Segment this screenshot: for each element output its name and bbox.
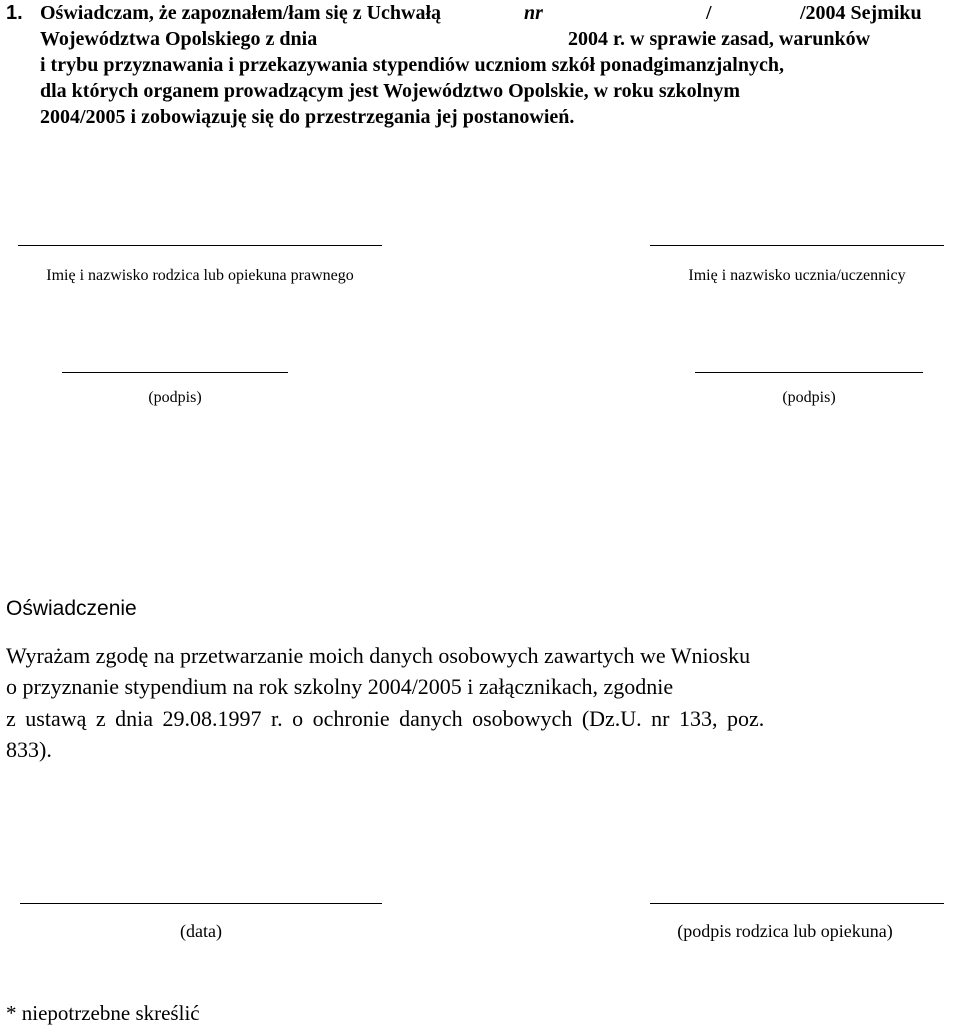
date-line[interactable] (20, 903, 382, 904)
statement-heading: Oświadczenie (6, 597, 137, 620)
student-name-label: Imię i nazwisko ucznia/uczennicy (688, 267, 906, 284)
parent-signature-line[interactable] (62, 372, 288, 373)
item-number: 1. (6, 2, 23, 24)
declaration-line-2 (40, 26, 317, 52)
declaration-line-3: i trybu przyznawania i przekazywania stypendiów uczniom szkół ponadgimanzjalnych, (40, 54, 784, 76)
resolution-year: /2004 Sejmiku (800, 2, 922, 24)
declaration-line-1 (40, 0, 441, 26)
statement-line-4: 833). (6, 737, 52, 762)
student-name-line[interactable] (650, 245, 944, 246)
parent-name-line[interactable] (18, 245, 382, 246)
statement-line-3: z ustawą z dnia 29.08.1997 r. o ochronie danych osobowych (Dz.U. nr 133, poz. (6, 706, 765, 731)
declaration-text: Województwa Opolskiego z dnia (40, 28, 318, 50)
student-signature-label: (podpis) (782, 389, 836, 406)
date-label: (data) (180, 921, 222, 941)
student-signature-line[interactable] (695, 372, 923, 373)
declaration-text: Oświadczam, że zapoznałem/łam się z Uchwałą (40, 2, 442, 24)
statement-line-1: Wyrażam zgodę na przetwarzanie moich danych osobowych zawartych we Wniosku (6, 643, 751, 668)
parent-signature-label: (podpis) (148, 389, 202, 406)
resolution-nr-label: nr (524, 2, 543, 24)
parent-consent-signature-label: (podpis rodzica lub opiekuna) (677, 921, 893, 941)
statement-line-2: o przyznanie stypendium na rok szkolny 2004/2005 i załącznikach, zgodnie (6, 674, 674, 699)
footnote: * niepotrzebne skreślić (6, 1001, 200, 1025)
declaration-line-4: dla których organem prowadzącym jest Województwo Opolskie, w roku szkolnym (40, 80, 740, 102)
parent-consent-signature-line[interactable] (650, 903, 944, 904)
declaration-line-2b: 2004 r. w sprawie zasad, warunków (568, 28, 871, 50)
parent-name-label: Imię i nazwisko rodzica lub opiekuna prawnego (46, 267, 354, 284)
resolution-slash: / (706, 2, 712, 24)
declaration-line-5: 2004/2005 i zobowiązuję się do przestrzegania jej postanowień. (40, 106, 575, 128)
